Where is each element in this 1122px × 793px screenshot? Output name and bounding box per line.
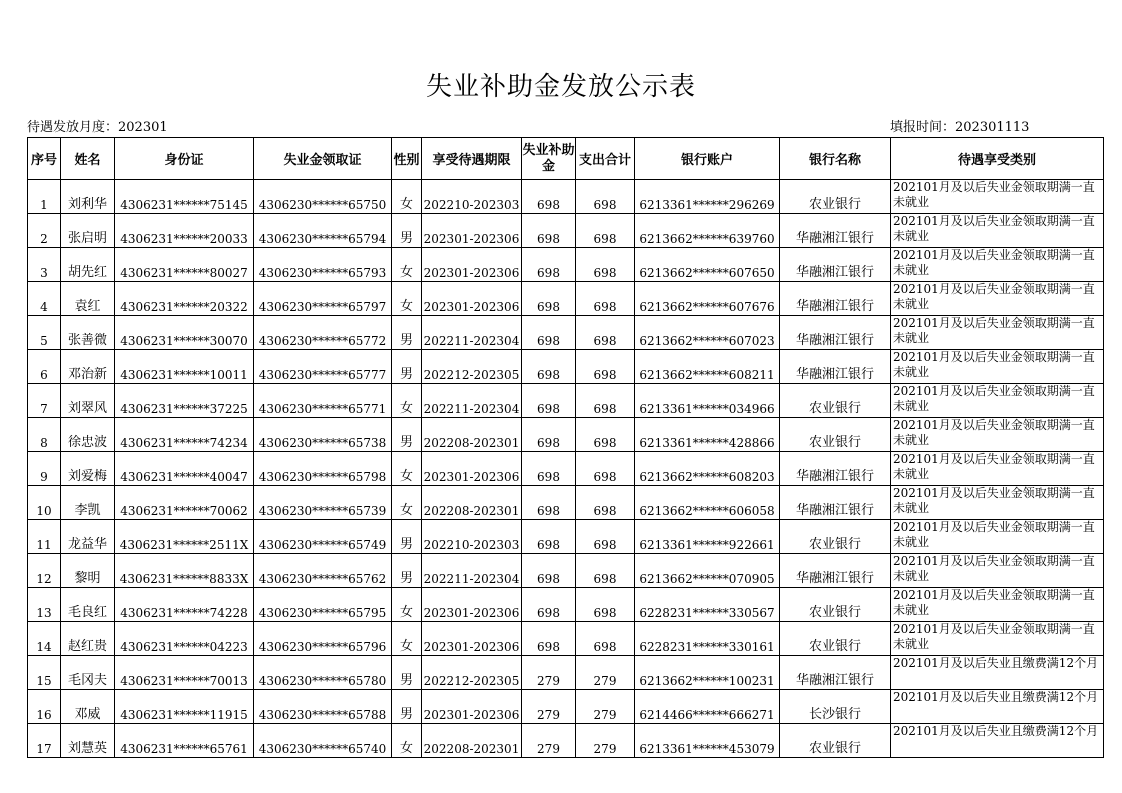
- col-header-cert: 失业金领取证: [254, 138, 392, 180]
- cell-account: 6213662******607676: [635, 282, 780, 316]
- cell-name: 徐忠波: [61, 418, 115, 452]
- cell-no: 12: [28, 554, 61, 588]
- cell-total: 698: [576, 248, 635, 282]
- table-row: [28, 486, 1104, 520]
- cell-category: 202101月及以后失业金领取期满一直未就业: [891, 180, 1104, 214]
- cell-sex: 男: [392, 214, 422, 248]
- cell-id: 4306231******40047: [115, 452, 254, 486]
- cell-period: 202212-202305: [422, 350, 522, 384]
- cell-category: 202101月及以后失业金领取期满一直未就业: [891, 350, 1104, 384]
- table-row: [28, 588, 1104, 622]
- cell-amount: 279: [522, 656, 576, 690]
- cell-category: 202101月及以后失业金领取期满一直未就业: [891, 282, 1104, 316]
- cell-id: 4306231******80027: [115, 248, 254, 282]
- cell-bank: 农业银行: [780, 418, 891, 452]
- cell-amount: 698: [522, 214, 576, 248]
- cell-id: 4306231******30070: [115, 316, 254, 350]
- table-row: [28, 350, 1104, 384]
- cell-period: 202301-202306: [422, 622, 522, 656]
- cell-total: 279: [576, 724, 635, 758]
- cell-sex: 女: [392, 180, 422, 214]
- cell-account: 6214466******666271: [635, 690, 780, 724]
- cell-total: 698: [576, 180, 635, 214]
- cell-no: 14: [28, 622, 61, 656]
- cell-sex: 女: [392, 622, 422, 656]
- cell-no: 16: [28, 690, 61, 724]
- cell-id: 4306231******70013: [115, 656, 254, 690]
- cell-name: 刘利华: [61, 180, 115, 214]
- table-row: [28, 418, 1104, 452]
- col-header-period: 享受待遇期限: [422, 138, 522, 180]
- col-header-bank: 银行名称: [780, 138, 891, 180]
- cell-no: 11: [28, 520, 61, 554]
- cell-account: 6213361******922661: [635, 520, 780, 554]
- cell-sex: 男: [392, 520, 422, 554]
- cell-account: 6213662******607650: [635, 248, 780, 282]
- cell-id: 4306231******20322: [115, 282, 254, 316]
- cell-bank: 华融湘江银行: [780, 282, 891, 316]
- cell-bank: 华融湘江银行: [780, 486, 891, 520]
- fill-time-value: 202301113: [955, 120, 1030, 135]
- cell-name: 黎明: [61, 554, 115, 588]
- cell-total: 698: [576, 384, 635, 418]
- col-header-name: 姓名: [61, 138, 115, 180]
- cell-amount: 698: [522, 418, 576, 452]
- cell-no: 3: [28, 248, 61, 282]
- cell-id: 4306231******74234: [115, 418, 254, 452]
- cell-id: 4306231******65761: [115, 724, 254, 758]
- cell-cert: 4306230******65795: [254, 588, 392, 622]
- cell-id: 4306231******8833X: [115, 554, 254, 588]
- cell-name: 刘慧英: [61, 724, 115, 758]
- cell-id: 4306231******75145: [115, 180, 254, 214]
- col-header-category: 待遇享受类别: [891, 138, 1104, 180]
- cell-cert: 4306230******65738: [254, 418, 392, 452]
- cell-no: 15: [28, 656, 61, 690]
- cell-sex: 女: [392, 384, 422, 418]
- cell-period: 202211-202304: [422, 384, 522, 418]
- cell-amount: 698: [522, 384, 576, 418]
- cell-amount: 698: [522, 486, 576, 520]
- table-row: [28, 690, 1104, 724]
- cell-amount: 698: [522, 180, 576, 214]
- cell-name: 邓治新: [61, 350, 115, 384]
- cell-name: 毛良红: [61, 588, 115, 622]
- cell-cert: 4306230******65794: [254, 214, 392, 248]
- table-row: [28, 316, 1104, 350]
- payment-period-value: 202301: [118, 120, 168, 135]
- cell-cert: 4306230******65798: [254, 452, 392, 486]
- cell-no: 1: [28, 180, 61, 214]
- cell-sex: 男: [392, 418, 422, 452]
- table-row: [28, 214, 1104, 248]
- cell-amount: 698: [522, 452, 576, 486]
- cell-total: 698: [576, 520, 635, 554]
- cell-total: 698: [576, 214, 635, 248]
- cell-period: 202208-202301: [422, 418, 522, 452]
- col-header-id: 身份证: [115, 138, 254, 180]
- cell-no: 7: [28, 384, 61, 418]
- cell-name: 赵红贵: [61, 622, 115, 656]
- cell-cert: 4306230******65797: [254, 282, 392, 316]
- cell-account: 6213361******034966: [635, 384, 780, 418]
- cell-amount: 698: [522, 248, 576, 282]
- cell-amount: 698: [522, 316, 576, 350]
- cell-amount: 698: [522, 622, 576, 656]
- cell-category: 202101月及以后失业金领取期满一直未就业: [891, 214, 1104, 248]
- cell-category: 202101月及以后失业且缴费满12个月: [891, 690, 1104, 724]
- cell-category: 202101月及以后失业金领取期满一直未就业: [891, 452, 1104, 486]
- cell-name: 袁红: [61, 282, 115, 316]
- cell-name: 张启明: [61, 214, 115, 248]
- cell-account: 6213662******608211: [635, 350, 780, 384]
- cell-amount: 698: [522, 588, 576, 622]
- table-row: [28, 520, 1104, 554]
- cell-bank: 农业银行: [780, 588, 891, 622]
- col-header-no: 序号: [28, 138, 61, 180]
- cell-category: 202101月及以后失业金领取期满一直未就业: [891, 554, 1104, 588]
- cell-name: 李凯: [61, 486, 115, 520]
- cell-account: 6228231******330567: [635, 588, 780, 622]
- cell-bank: 华融湘江银行: [780, 452, 891, 486]
- cell-name: 龙益华: [61, 520, 115, 554]
- cell-id: 4306231******37225: [115, 384, 254, 418]
- cell-period: 202210-202303: [422, 520, 522, 554]
- col-header-amount: 失业补助金: [522, 138, 576, 180]
- cell-no: 5: [28, 316, 61, 350]
- cell-period: 202301-202306: [422, 690, 522, 724]
- cell-bank: 农业银行: [780, 520, 891, 554]
- cell-sex: 男: [392, 656, 422, 690]
- cell-name: 张善微: [61, 316, 115, 350]
- table-row: [28, 248, 1104, 282]
- cell-amount: 698: [522, 554, 576, 588]
- cell-period: 202208-202301: [422, 486, 522, 520]
- cell-total: 698: [576, 452, 635, 486]
- cell-category: 202101月及以后失业金领取期满一直未就业: [891, 316, 1104, 350]
- cell-account: 6228231******330161: [635, 622, 780, 656]
- cell-period: 202208-202301: [422, 724, 522, 758]
- col-header-account: 银行账户: [635, 138, 780, 180]
- cell-sex: 男: [392, 690, 422, 724]
- cell-total: 698: [576, 486, 635, 520]
- cell-account: 6213361******296269: [635, 180, 780, 214]
- cell-amount: 698: [522, 350, 576, 384]
- cell-cert: 4306230******65740: [254, 724, 392, 758]
- cell-category: 202101月及以后失业且缴费满12个月: [891, 724, 1104, 758]
- cell-no: 8: [28, 418, 61, 452]
- cell-account: 6213662******639760: [635, 214, 780, 248]
- subsidy-table: [27, 137, 1104, 758]
- cell-category: 202101月及以后失业金领取期满一直未就业: [891, 248, 1104, 282]
- cell-category: 202101月及以后失业且缴费满12个月: [891, 656, 1104, 690]
- payment-period: [27, 116, 168, 135]
- table-row: [28, 180, 1104, 214]
- cell-total: 698: [576, 350, 635, 384]
- cell-no: 4: [28, 282, 61, 316]
- table-row: [28, 554, 1104, 588]
- table-row: [28, 384, 1104, 418]
- cell-period: 202210-202303: [422, 180, 522, 214]
- cell-sex: 女: [392, 486, 422, 520]
- fill-time-label: 填报时间：: [890, 120, 956, 135]
- cell-sex: 女: [392, 724, 422, 758]
- cell-cert: 4306230******65762: [254, 554, 392, 588]
- table-row: [28, 724, 1104, 758]
- cell-sex: 女: [392, 588, 422, 622]
- cell-id: 4306231******04223: [115, 622, 254, 656]
- cell-category: 202101月及以后失业金领取期满一直未就业: [891, 486, 1104, 520]
- cell-sex: 男: [392, 316, 422, 350]
- cell-total: 698: [576, 622, 635, 656]
- cell-period: 202301-202306: [422, 452, 522, 486]
- cell-total: 698: [576, 588, 635, 622]
- cell-amount: 698: [522, 520, 576, 554]
- cell-bank: 农业银行: [780, 622, 891, 656]
- cell-id: 4306231******70062: [115, 486, 254, 520]
- table-row: [28, 622, 1104, 656]
- cell-no: 10: [28, 486, 61, 520]
- cell-name: 邓威: [61, 690, 115, 724]
- cell-category: 202101月及以后失业金领取期满一直未就业: [891, 384, 1104, 418]
- cell-bank: 华融湘江银行: [780, 350, 891, 384]
- cell-period: 202301-202306: [422, 248, 522, 282]
- cell-period: 202301-202306: [422, 282, 522, 316]
- cell-bank: 华融湘江银行: [780, 554, 891, 588]
- cell-id: 4306231******20033: [115, 214, 254, 248]
- cell-account: 6213361******453079: [635, 724, 780, 758]
- fill-time: [890, 116, 1029, 135]
- cell-account: 6213662******607023: [635, 316, 780, 350]
- cell-account: 6213662******070905: [635, 554, 780, 588]
- cell-no: 17: [28, 724, 61, 758]
- cell-cert: 4306230******65750: [254, 180, 392, 214]
- cell-category: 202101月及以后失业金领取期满一直未就业: [891, 622, 1104, 656]
- cell-amount: 698: [522, 282, 576, 316]
- cell-no: 6: [28, 350, 61, 384]
- cell-sex: 男: [392, 350, 422, 384]
- cell-total: 698: [576, 554, 635, 588]
- cell-cert: 4306230******65780: [254, 656, 392, 690]
- cell-amount: 279: [522, 690, 576, 724]
- cell-no: 13: [28, 588, 61, 622]
- table-row: [28, 452, 1104, 486]
- cell-cert: 4306230******65796: [254, 622, 392, 656]
- cell-id: 4306231******2511X: [115, 520, 254, 554]
- cell-cert: 4306230******65772: [254, 316, 392, 350]
- cell-cert: 4306230******65749: [254, 520, 392, 554]
- cell-period: 202212-202305: [422, 656, 522, 690]
- cell-bank: 华融湘江银行: [780, 316, 891, 350]
- cell-total: 698: [576, 282, 635, 316]
- cell-name: 胡先红: [61, 248, 115, 282]
- cell-id: 4306231******74228: [115, 588, 254, 622]
- table-header-row: [28, 138, 1104, 180]
- cell-bank: 农业银行: [780, 180, 891, 214]
- cell-cert: 4306230******65793: [254, 248, 392, 282]
- cell-id: 4306231******11915: [115, 690, 254, 724]
- cell-category: 202101月及以后失业金领取期满一直未就业: [891, 418, 1104, 452]
- cell-sex: 女: [392, 282, 422, 316]
- cell-id: 4306231******10011: [115, 350, 254, 384]
- cell-category: 202101月及以后失业金领取期满一直未就业: [891, 588, 1104, 622]
- cell-no: 9: [28, 452, 61, 486]
- cell-bank: 农业银行: [780, 384, 891, 418]
- cell-category: 202101月及以后失业金领取期满一直未就业: [891, 520, 1104, 554]
- cell-sex: 女: [392, 452, 422, 486]
- table-row: [28, 656, 1104, 690]
- cell-account: 6213361******428866: [635, 418, 780, 452]
- payment-period-label: 待遇发放月度：: [27, 120, 119, 135]
- cell-cert: 4306230******65777: [254, 350, 392, 384]
- cell-name: 刘翠风: [61, 384, 115, 418]
- cell-total: 279: [576, 690, 635, 724]
- cell-cert: 4306230******65739: [254, 486, 392, 520]
- cell-cert: 4306230******65788: [254, 690, 392, 724]
- cell-period: 202301-202306: [422, 214, 522, 248]
- cell-bank: 华融湘江银行: [780, 656, 891, 690]
- cell-account: 6213662******100231: [635, 656, 780, 690]
- cell-cert: 4306230******65771: [254, 384, 392, 418]
- cell-period: 202211-202304: [422, 554, 522, 588]
- col-header-total: 支出合计: [576, 138, 635, 180]
- cell-sex: 女: [392, 248, 422, 282]
- cell-period: 202301-202306: [422, 588, 522, 622]
- table-row: [28, 282, 1104, 316]
- cell-sex: 男: [392, 554, 422, 588]
- cell-bank: 华融湘江银行: [780, 214, 891, 248]
- cell-amount: 279: [522, 724, 576, 758]
- cell-period: 202211-202304: [422, 316, 522, 350]
- cell-account: 6213662******606058: [635, 486, 780, 520]
- cell-name: 刘爱梅: [61, 452, 115, 486]
- page-title: 失业补助金发放公示表: [425, 72, 696, 102]
- cell-account: 6213662******608203: [635, 452, 780, 486]
- col-header-sex: 性别: [392, 138, 422, 180]
- cell-name: 毛冈夫: [61, 656, 115, 690]
- cell-bank: 长沙银行: [780, 690, 891, 724]
- cell-total: 279: [576, 656, 635, 690]
- cell-bank: 农业银行: [780, 724, 891, 758]
- cell-total: 698: [576, 418, 635, 452]
- cell-no: 2: [28, 214, 61, 248]
- cell-total: 698: [576, 316, 635, 350]
- cell-bank: 华融湘江银行: [780, 248, 891, 282]
